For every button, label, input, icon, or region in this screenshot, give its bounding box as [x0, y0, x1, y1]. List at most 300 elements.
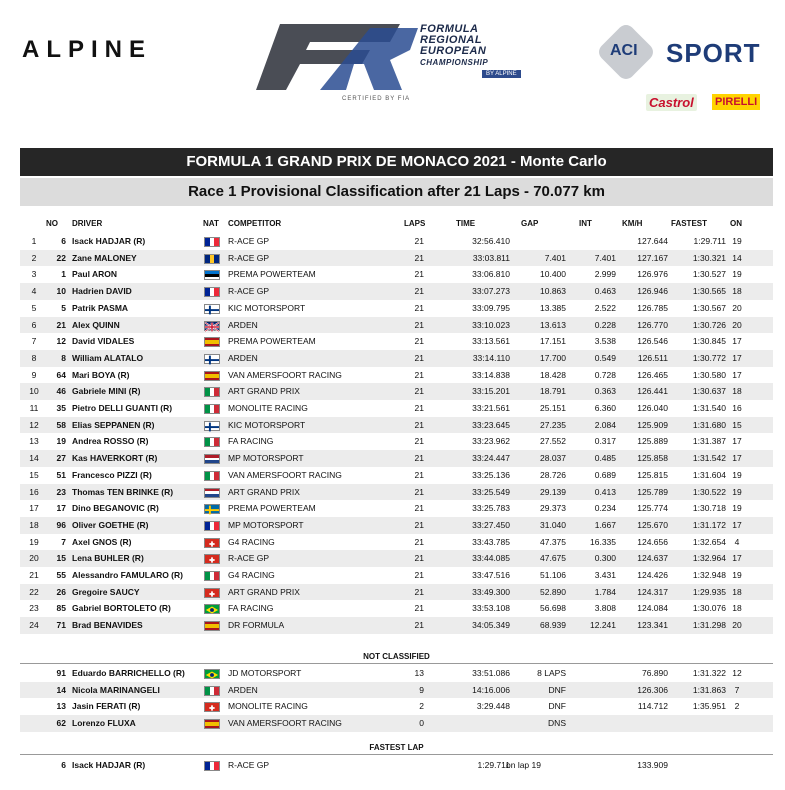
gap: 18.428 [540, 369, 566, 380]
fastest-on-lap: 17 [732, 352, 742, 363]
gap: DNS [548, 718, 566, 729]
race-time [448, 715, 510, 732]
fastest-lap-time: 1:32.948 [692, 570, 726, 580]
interval: 6.360 [594, 403, 616, 413]
race-time: 32:56.410 [472, 236, 510, 246]
laps: 21 [414, 603, 424, 614]
car-number: 19 [56, 436, 66, 447]
driver-name: Andrea ROSSO (R) [72, 436, 149, 447]
gap: 47.675 [540, 553, 566, 564]
gap: 29.373 [540, 503, 566, 514]
fastest-on-lap: 20 [732, 302, 742, 313]
race-time: 33:25.783 [472, 503, 510, 514]
fastest-lap-time: 1:30.527 [692, 269, 726, 280]
pirelli-logo: PIRELLI [712, 94, 760, 110]
table-row [20, 417, 773, 434]
not-classified-heading: NOT CLASSIFIED [363, 652, 430, 661]
laps: 21 [414, 553, 424, 564]
driver-name: Zane MALONEY [72, 252, 137, 263]
fastest-lap-time: 1:30.321 [692, 252, 726, 263]
table-row [20, 484, 773, 501]
competitor-name: G4 RACING [228, 536, 275, 547]
fastest-lap-time: 1:32.654 [692, 536, 726, 547]
driver-name: Isack HADJAR (R) [72, 236, 146, 246]
fastest-on-lap: 17 [732, 369, 742, 380]
table-row [20, 433, 773, 450]
flag-sui-icon [204, 588, 220, 598]
speed-kmh: 125.789 [637, 486, 668, 497]
fr-mark-icon [250, 20, 420, 92]
flag-fra-icon [204, 287, 220, 297]
competitor-name: MONOLITE RACING [228, 403, 308, 413]
interval: 3.431 [594, 570, 616, 580]
fr-championship-logo [250, 14, 540, 110]
position: 16 [29, 486, 39, 497]
interval: 2.084 [594, 419, 616, 430]
position: 19 [29, 536, 39, 547]
position [26, 682, 42, 699]
gap: 18.791 [540, 386, 566, 397]
fastest-lap-time: 1:31.387 [692, 436, 726, 447]
position: 15 [29, 469, 39, 480]
driver-name: Brad BENAVIDES [72, 620, 143, 631]
fastest-on-lap: 20 [732, 620, 742, 631]
car-number: 10 [56, 286, 66, 297]
position: 14 [29, 453, 39, 464]
speed-kmh: 125.909 [637, 419, 668, 430]
laps: 21 [414, 469, 424, 480]
fastest-on-lap: 18 [732, 386, 742, 397]
driver-name: Isack HADJAR (R) [72, 760, 146, 770]
position: 24 [29, 620, 39, 631]
flag-esp-icon [204, 719, 220, 729]
race-time: 33:24.447 [472, 453, 510, 464]
fastest-lap-time: 1:30.567 [692, 302, 726, 313]
speed-kmh: 127.167 [637, 252, 668, 263]
driver-name: Gabriel BORTOLETO (R) [72, 603, 171, 614]
flag-ita-icon [204, 387, 220, 397]
laps: 21 [414, 269, 424, 280]
position: 10 [29, 386, 39, 397]
fastest-on-lap: 17 [732, 519, 742, 530]
position: 3 [31, 269, 37, 280]
fastest-on-lap: 19 [732, 486, 742, 497]
not-classified-row [20, 715, 773, 732]
laps: 21 [414, 319, 424, 330]
fr-logo-text: FORMULA REGIONAL EUROPEAN CHAMPIONSHIP [420, 23, 489, 67]
gap: 27.235 [540, 419, 566, 430]
interval: 2.522 [594, 302, 616, 313]
speed-kmh: 124.426 [637, 570, 668, 580]
race-time: 33:21.561 [472, 403, 510, 413]
interval: 1.784 [594, 586, 616, 597]
speed-kmh: 125.889 [637, 436, 668, 447]
gap: 52.890 [540, 586, 566, 597]
table-row [20, 584, 773, 601]
laps: 21 [414, 519, 424, 530]
speed-kmh [622, 715, 668, 732]
fastest-on-lap: 19 [732, 236, 742, 246]
speed-kmh: 124.656 [637, 536, 668, 547]
fastest-on-lap: 19 [732, 503, 742, 514]
speed-kmh: 126.465 [637, 369, 668, 380]
fastest-on-lap: on lap 19 [506, 760, 541, 770]
table-row [20, 517, 773, 534]
fastest-on-lap: 14 [732, 252, 742, 263]
col-fastest: FASTEST [671, 219, 708, 228]
car-number: 26 [56, 586, 66, 597]
table-row [20, 350, 773, 367]
driver-name: Dino BEGANOVIC (R) [72, 503, 159, 514]
table-row [20, 283, 773, 300]
event-title: FORMULA 1 GRAND PRIX DE MONACO 2021 - Monte Carlo [20, 148, 773, 176]
race-time: 34:05.349 [472, 620, 510, 631]
flag-ita-icon [204, 437, 220, 447]
fastest-lap-time: 1:29.935 [692, 586, 726, 597]
fastest-on-lap: 20 [732, 319, 742, 330]
interval: 3.808 [594, 603, 616, 614]
flag-sui-icon [204, 554, 220, 564]
race-time: 33:51.086 [472, 668, 510, 678]
aci-sport-logo [596, 22, 776, 82]
car-number: 14 [56, 684, 66, 695]
driver-name: Pietro DELLI GUANTI (R) [72, 403, 173, 413]
table-row [20, 534, 773, 551]
car-number: 7 [61, 536, 66, 547]
race-time: 33:43.785 [472, 536, 510, 547]
position [26, 665, 42, 682]
driver-name: Francesco PIZZI (R) [72, 469, 152, 480]
gap: 25.151 [540, 403, 566, 413]
fastest-on-lap [728, 715, 746, 732]
flag-brb-icon [204, 254, 220, 264]
car-number: 55 [56, 570, 66, 580]
interval: 3.538 [594, 336, 616, 347]
competitor-name: R-ACE GP [228, 252, 270, 263]
gap: 10.400 [540, 269, 566, 280]
fastest-lap-time: 1:32.964 [692, 553, 726, 564]
car-number: 22 [56, 252, 66, 263]
speed-kmh: 125.858 [637, 453, 668, 464]
race-time: 33:14.838 [472, 369, 510, 380]
interval: 0.463 [594, 286, 616, 297]
driver-name: Elias SEPPANEN (R) [72, 419, 155, 430]
interval: 0.363 [594, 386, 616, 397]
fastest-on-lap: 12 [732, 668, 742, 678]
gap [518, 233, 566, 250]
classification-subtitle: Race 1 Provisional Classification after 21 Laps - 70.077 km [20, 178, 773, 206]
speed-kmh: 76.890 [642, 668, 668, 678]
driver-name: David VIDALES [72, 336, 135, 347]
competitor-name: MP MOTORSPORT [228, 453, 304, 464]
gap: 47.375 [540, 536, 566, 547]
race-time: 33:49.300 [472, 586, 510, 597]
car-number: 15 [56, 553, 66, 564]
not-classified-row [20, 698, 773, 715]
flag-sui-icon [204, 702, 220, 712]
speed-kmh: 124.084 [637, 603, 668, 614]
col-on: ON [730, 219, 742, 228]
laps: 21 [414, 586, 424, 597]
interval: 0.300 [594, 553, 616, 564]
speed-kmh: 123.341 [637, 620, 668, 631]
laps: 21 [414, 570, 424, 580]
speed-kmh: 126.306 [637, 684, 668, 695]
interval: 0.228 [594, 319, 616, 330]
fastest-lap-time: 1:31.322 [692, 668, 726, 678]
competitor-name: ART GRAND PRIX [228, 386, 300, 397]
position: 18 [29, 519, 39, 530]
table-row [20, 400, 773, 417]
gap: 17.700 [540, 352, 566, 363]
car-number: 91 [56, 668, 66, 678]
interval: 0.317 [594, 436, 616, 447]
flag-ita-icon [204, 571, 220, 581]
competitor-name: FA RACING [228, 436, 274, 447]
position: 13 [29, 436, 39, 447]
col-driver: DRIVER [72, 219, 103, 228]
driver-name: Eduardo BARRICHELLO (R) [72, 668, 185, 678]
col-time: TIME [456, 219, 476, 228]
flag-esp-icon [204, 621, 220, 631]
car-number: 8 [61, 352, 66, 363]
table-row [20, 333, 773, 350]
col-laps: LAPS [404, 219, 426, 228]
position: 20 [29, 553, 39, 564]
interval: 0.728 [594, 369, 616, 380]
competitor-name: VAN AMERSFOORT RACING [228, 469, 342, 480]
position: 11 [29, 403, 39, 413]
flag-fra-icon [204, 761, 220, 771]
fastest-lap-time: 1:30.522 [692, 486, 726, 497]
interval: 12.241 [590, 620, 616, 631]
gap: 56.698 [540, 603, 566, 614]
laps: 21 [414, 352, 424, 363]
fr-logo-by-alpine: BY ALPINE [482, 70, 521, 78]
fastest-on-lap: 18 [732, 603, 742, 614]
competitor-name: KIC MOTORSPORT [228, 302, 306, 313]
table-row [20, 500, 773, 517]
competitor-name: R-ACE GP [228, 286, 270, 297]
table-row [20, 600, 773, 617]
fastest-on-lap: 4 [734, 536, 740, 547]
section-divider [20, 754, 773, 755]
car-number: 58 [56, 419, 66, 430]
fastest-lap-time: 1:30.718 [692, 503, 726, 514]
race-time: 33:10.023 [472, 319, 510, 330]
driver-name: Mari BOYA (R) [72, 369, 130, 380]
col-no: NO [46, 219, 58, 228]
interval [568, 698, 616, 715]
flag-esp-icon [204, 337, 220, 347]
flag-ned-icon [204, 454, 220, 464]
position: 2 [31, 252, 37, 263]
fastest-on-lap: 7 [734, 684, 740, 695]
castrol-logo: Castrol [646, 94, 697, 111]
fastest-lap-time: 1:35.951 [692, 701, 726, 712]
competitor-name: ART GRAND PRIX [228, 586, 300, 597]
fastest-lap-time: 1:31.863 [692, 684, 726, 695]
speed-kmh: 125.815 [637, 469, 668, 480]
flag-ita-icon [204, 404, 220, 414]
fastest-on-lap: 19 [732, 269, 742, 280]
competitor-name: R-ACE GP [228, 760, 270, 770]
gap: 13.613 [540, 319, 566, 330]
laps: 21 [414, 336, 424, 347]
car-number: 1 [61, 269, 66, 280]
flag-esp-icon [204, 371, 220, 381]
race-time: 33:03.811 [472, 252, 510, 263]
laps: 21 [414, 386, 424, 397]
laps: 21 [414, 453, 424, 464]
car-number: 5 [61, 302, 66, 313]
race-time: 33:23.962 [472, 436, 510, 447]
speed-kmh: 126.546 [637, 336, 668, 347]
car-number: 64 [56, 369, 66, 380]
position [26, 698, 42, 715]
laps: 21 [414, 236, 424, 246]
car-number: 35 [56, 403, 66, 413]
interval: 0.234 [594, 503, 616, 514]
interval [568, 665, 616, 682]
flag-bra-icon [204, 669, 220, 679]
flag-sui-icon [204, 538, 220, 548]
laps: 0 [419, 718, 424, 729]
driver-name: Gabriele MINI (R) [72, 386, 141, 397]
gap: DNF [548, 684, 566, 695]
fastest-lap-time: 1:31.680 [692, 419, 726, 430]
fastest-on-lap: 17 [732, 553, 742, 564]
not-classified-row [20, 682, 773, 699]
fastest-lap-time: 1:30.565 [692, 286, 726, 297]
laps: 21 [414, 302, 424, 313]
gap: 68.939 [540, 620, 566, 631]
interval: 0.549 [594, 352, 616, 363]
alpine-logo: ALPINE [22, 36, 153, 63]
col-int: INT [579, 219, 592, 228]
fastest-on-lap: 18 [732, 586, 742, 597]
gap: 28.037 [540, 453, 566, 464]
competitor-name: FA RACING [228, 603, 274, 614]
laps: 21 [414, 286, 424, 297]
speed-kmh: 126.946 [637, 286, 668, 297]
driver-name: Nicola MARINANGELI [72, 684, 160, 695]
speed-kmh: 126.785 [637, 302, 668, 313]
interval: 2.999 [594, 269, 616, 280]
position: 5 [31, 302, 37, 313]
laps: 21 [414, 369, 424, 380]
flag-gbr-icon [204, 321, 220, 331]
interval: 0.485 [594, 453, 616, 464]
interval: 0.413 [594, 486, 616, 497]
interval: 0.689 [594, 469, 616, 480]
flag-ned-icon [204, 488, 220, 498]
laps: 21 [414, 486, 424, 497]
col-kmh: KM/H [622, 219, 643, 228]
competitor-name: PREMA POWERTEAM [228, 503, 316, 514]
fastest-lap-time: 1:31.542 [692, 453, 726, 464]
fastest-on-lap: 17 [732, 453, 742, 464]
interval: 16.335 [590, 536, 616, 547]
race-time: 33:25.549 [472, 486, 510, 497]
col-gap: GAP [521, 219, 539, 228]
interval: 7.401 [594, 252, 616, 263]
position: 22 [29, 586, 39, 597]
driver-name: William ALATALO [72, 352, 144, 363]
competitor-name: KIC MOTORSPORT [228, 419, 306, 430]
fastest-lap-time: 1:29.711 [693, 236, 726, 246]
speed-kmh: 114.712 [637, 701, 668, 712]
car-number: 96 [56, 519, 66, 530]
driver-name: Gregoire SAUCY [72, 586, 140, 597]
race-time: 33:25.136 [472, 469, 510, 480]
speed-kmh: 125.670 [637, 519, 668, 530]
table-row [20, 233, 773, 250]
car-number: 51 [56, 469, 66, 480]
car-number: 71 [56, 620, 66, 631]
fastest-lap-time: 1:31.172 [692, 519, 726, 530]
car-number: 12 [56, 336, 66, 347]
race-time: 33:13.561 [472, 336, 510, 347]
aci-sport-text: SPORT [666, 38, 761, 68]
position: 4 [31, 286, 37, 297]
fr-logo-certified: CERTIFIED BY FIA [342, 96, 411, 102]
competitor-name: PREMA POWERTEAM [228, 269, 316, 280]
table-row [20, 567, 773, 584]
fastest-on-lap: 15 [732, 419, 742, 430]
fastest-lap-time: 1:30.637 [692, 386, 726, 397]
fastest-lap-time: 1:31.604 [692, 469, 726, 480]
table-row [20, 467, 773, 484]
car-number: 6 [61, 760, 66, 770]
car-number: 27 [56, 453, 66, 464]
position: 23 [29, 603, 39, 614]
competitor-name: ARDEN [228, 684, 258, 695]
fastest-lap-time: 1:29.711 [477, 760, 510, 770]
laps: 13 [414, 668, 424, 678]
fastest-lap-heading: FASTEST LAP [369, 743, 424, 752]
fastest-lap-time: 1:30.772 [692, 352, 726, 363]
speed-kmh: 126.441 [637, 386, 668, 397]
car-number: 46 [56, 386, 66, 397]
race-time: 14:16.006 [472, 684, 510, 695]
competitor-name: ARDEN [228, 319, 258, 330]
race-time: 33:14.110 [472, 352, 510, 363]
car-number: 62 [56, 718, 66, 729]
driver-name: Kas HAVERKORT (R) [72, 453, 158, 464]
laps: 21 [414, 252, 424, 263]
flag-ita-icon [204, 686, 220, 696]
competitor-name: R-ACE GP [228, 553, 270, 564]
laps: 21 [414, 403, 424, 413]
position: 17 [29, 503, 39, 514]
competitor-name: ART GRAND PRIX [228, 486, 300, 497]
car-number: 85 [56, 603, 66, 614]
competitor-name: ARDEN [228, 352, 258, 363]
race-time: 33:47.516 [472, 570, 510, 580]
car-number: 23 [56, 486, 66, 497]
competitor-name: VAN AMERSFOORT RACING [228, 718, 342, 729]
laps: 21 [414, 436, 424, 447]
flag-fin-icon [204, 354, 220, 364]
table-row [20, 450, 773, 467]
interval [568, 682, 616, 699]
fastest-lap-time: 1:30.845 [692, 336, 726, 347]
table-row [20, 550, 773, 567]
race-time: 33:15.201 [472, 386, 510, 397]
fastest-lap-time: 1:31.298 [692, 620, 726, 631]
gap: 10.863 [540, 286, 566, 297]
